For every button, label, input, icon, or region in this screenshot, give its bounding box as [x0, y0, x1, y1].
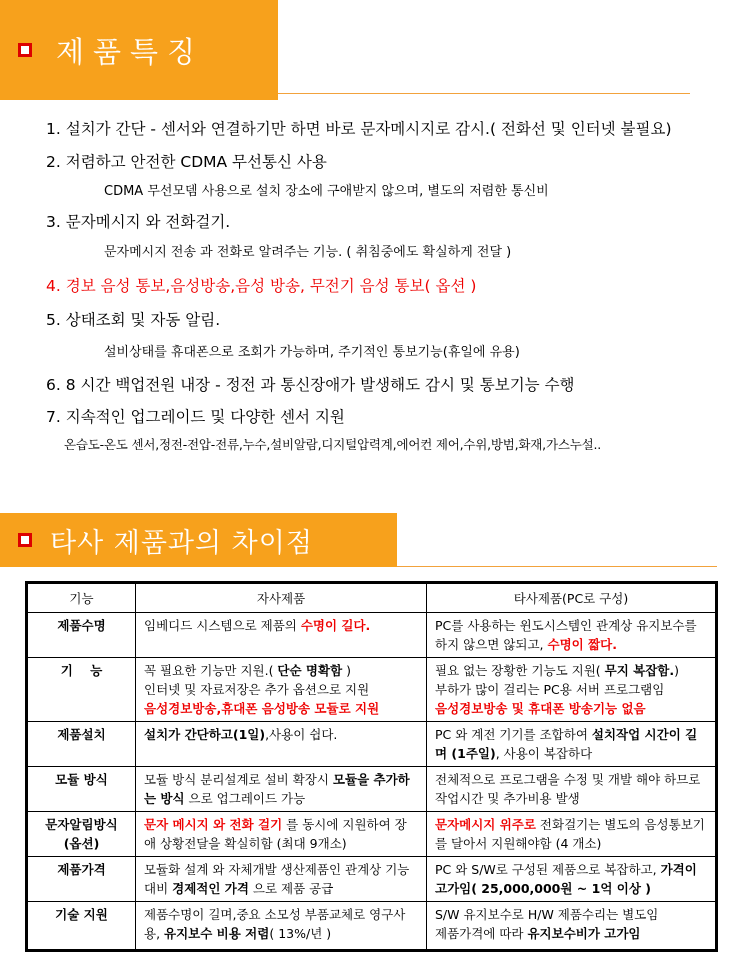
header-theirs: 타사제품(PC로 구성)	[427, 584, 716, 613]
section-title: 제품특징	[56, 34, 205, 69]
header-ours: 자사제품	[136, 584, 427, 613]
feature-item: 1. 설치가 간단 - 센서와 연결하기만 하면 바로 문자메시지로 감시.( 전화선 및 인터넷 불필요)	[46, 120, 672, 138]
ours-cell: 모듈 방식 분리설계로 설비 확장시 모듈을 추가하는 방식 으로 업그레이드 가능	[136, 767, 427, 812]
theirs-cell: 필요 없는 장황한 기능도 지원( 무지 복잡함.) 부하가 많이 걸리는 PC용 서버 프로그램임 음성경보방송 및 휴대폰 방송기능 없음	[427, 658, 716, 722]
section-title: 타사 제품과의 차이점	[50, 527, 313, 559]
row-label: 제품설치	[28, 722, 136, 767]
theirs-cell: 전체적으로 프로그램을 수정 및 개발 해야 하므로 작업시간 및 추가비용 발생	[427, 767, 716, 812]
feature-item: 7. 지속적인 업그레이드 및 다양한 센서 지원	[46, 408, 345, 426]
table-row	[28, 812, 716, 857]
comparison-table	[27, 583, 716, 950]
theirs-cell: PC 와 계전 기기를 조합하여 설치작업 시간이 길며 (1주일), 사용이 복잡하다	[427, 722, 716, 767]
ours-cell: 제품수명이 길며,중요 소모성 부품교체로 영구사용, 유지보수 비용 저렴( 13%/년 )	[136, 902, 427, 950]
table-row	[28, 613, 716, 658]
feature-item: 3. 문자메시지 와 전화걸기.	[46, 213, 231, 231]
theirs-cell: 문자메시지 위주로 전화걸기는 별도의 음성통보기를 달아서 지원해야함 (4 개소)	[427, 812, 716, 857]
ours-cell: 문자 메시지 와 전화 걸기 를 동시에 지원하여 장애 상황전달을 확실히함 (최대 9개소)	[136, 812, 427, 857]
feature-detail: 문자메시지 전송 과 전화로 알려주는 기능. ( 취침중에도 확실하게 전달 )	[104, 245, 512, 260]
feature-item: 5. 상태조회 및 자동 알림.	[46, 311, 221, 329]
feature-item: 4. 경보 음성 통보,음성방송,음성 방송, 무전기 음성 통보( 옵션 )	[46, 277, 477, 295]
table-row	[28, 767, 716, 812]
table-row	[28, 658, 716, 722]
row-label: 제품가격	[28, 857, 136, 902]
feature-item: 6. 8 시간 백업전원 내장 - 정전 과 통신장애가 발생해도 감시 및 통보기능 수행	[46, 376, 575, 394]
row-label: 모듈 방식	[28, 767, 136, 812]
table-row	[28, 902, 716, 950]
theirs-cell: PC를 사용하는 윈도시스템인 관계상 유지보수를 하지 않으면 않되고, 수명이 짧다.	[427, 613, 716, 658]
section-header-features	[0, 0, 278, 100]
ours-cell: 임베디드 시스템으로 제품의 수명이 길다.	[136, 613, 427, 658]
divider	[397, 566, 717, 567]
feature-item: 2. 저렴하고 안전한 CDMA 무선통신 사용	[46, 153, 327, 171]
feature-detail: 설비상태를 휴대폰으로 조회가 가능하며, 주기적인 통보기능(휴일에 유용)	[104, 345, 520, 360]
bullet-square-icon	[18, 533, 32, 547]
bullet-square-icon	[18, 43, 32, 57]
row-label: 기 능	[28, 658, 136, 722]
header-feature: 기능	[28, 584, 136, 613]
row-label: 문자알림방식 (옵션)	[28, 812, 136, 857]
divider	[278, 93, 690, 94]
table-header-row	[28, 584, 716, 613]
feature-detail: CDMA 무선모뎀 사용으로 설치 장소에 구애받지 않으며, 별도의 저렴한 통신비	[104, 184, 549, 199]
theirs-cell: PC 와 S/W로 구성된 제품으로 복잡하고, 가격이 고가임( 25,000,000원 ~ 1억 이상 )	[427, 857, 716, 902]
table-row	[28, 857, 716, 902]
table-row	[28, 722, 716, 767]
ours-cell: 설치가 간단하고(1일),사용이 쉽다.	[136, 722, 427, 767]
feature-detail: 온습도-온도 센서,정전-전압-전류,누수,설비알람,디지털압력계,에어컨 제어,수위,방범,화재,가스누설..	[64, 437, 601, 452]
theirs-cell: S/W 유지보수로 H/W 제품수리는 별도임 제품가격에 따라 유지보수비가 고가임	[427, 902, 716, 950]
ours-cell: 꼭 필요한 기능만 지원.( 단순 명확함 ) 인터넷 및 자료저장은 추가 옵션으로 지원 음성경보방송,휴대폰 음성방송 모듈로 지원	[136, 658, 427, 722]
section-header-comparison	[0, 513, 397, 567]
row-label: 기술 지원	[28, 902, 136, 950]
row-label: 제품수명	[28, 613, 136, 658]
ours-cell: 모듈화 설계 와 자체개발 생산제품인 관계상 기능대비 경제적인 가격 으로 제품 공급	[136, 857, 427, 902]
